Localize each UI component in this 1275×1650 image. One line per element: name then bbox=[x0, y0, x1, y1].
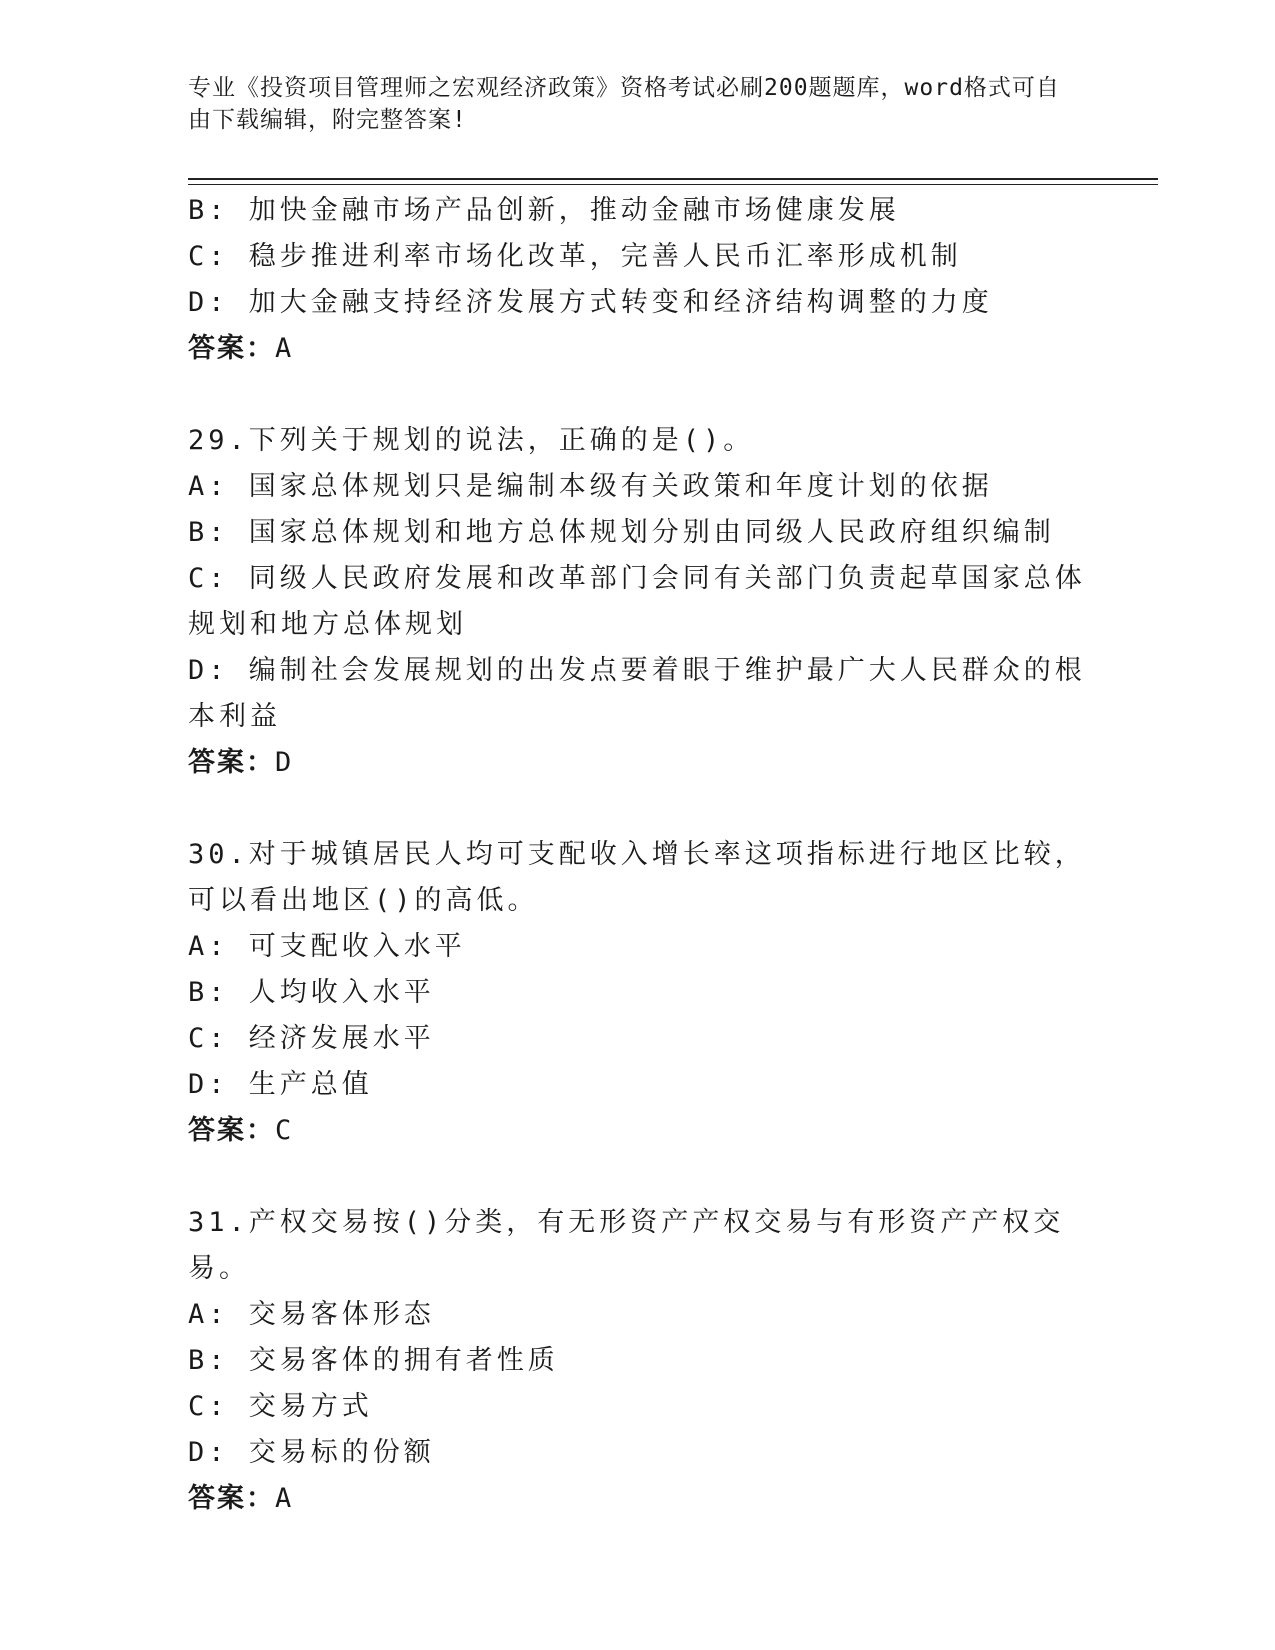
answer-value: D bbox=[275, 747, 294, 778]
page-header bbox=[188, 72, 1068, 136]
option-b: B: 加快金融市场产品创新，推动金融市场健康发展 bbox=[188, 195, 900, 226]
option-b: B: 国家总体规划和地方总体规划分别由同级人民政府组织编制 bbox=[188, 517, 1055, 548]
question-29 bbox=[188, 418, 1088, 786]
question-28-continued bbox=[188, 188, 1088, 372]
option-c: C: 同级人民政府发展和改革部门会同有关部门负责起草国家总体规划和地方总体规划 bbox=[188, 563, 1086, 640]
answer-label: 答案： bbox=[188, 747, 275, 778]
option-d: D: 加大金融支持经济发展方式转变和经济结构调整的力度 bbox=[188, 287, 993, 318]
answer-line bbox=[188, 326, 1088, 372]
answer-value: A bbox=[275, 1483, 294, 1514]
option-c: C: 交易方式 bbox=[188, 1391, 373, 1422]
option-a: A: 交易客体形态 bbox=[188, 1299, 435, 1330]
answer-label: 答案： bbox=[188, 333, 275, 364]
option-b: B: 交易客体的拥有者性质 bbox=[188, 1345, 559, 1376]
question-30 bbox=[188, 832, 1088, 1154]
option-d: D: 生产总值 bbox=[188, 1069, 373, 1100]
header-text: 专业《投资项目管理师之宏观经济政策》资格考试必刷200题题库，word格式可自由下载编辑，附完整答案! bbox=[188, 75, 1060, 133]
question-stem: 30.对于城镇居民人均可支配收入增长率这项指标进行地区比较，可以看出地区()的高低。 bbox=[188, 839, 1086, 916]
question-stem: 31.产权交易按()分类，有无形资产产权交易与有形资产产权交易。 bbox=[188, 1207, 1065, 1284]
answer-label: 答案： bbox=[188, 1483, 275, 1514]
option-c: C: 稳步推进利率市场化改革，完善人民币汇率形成机制 bbox=[188, 241, 962, 272]
option-b: B: 人均收入水平 bbox=[188, 977, 435, 1008]
option-c: C: 经济发展水平 bbox=[188, 1023, 435, 1054]
question-31 bbox=[188, 1200, 1088, 1522]
answer-line bbox=[188, 740, 1088, 786]
option-d: D: 交易标的份额 bbox=[188, 1437, 435, 1468]
answer-line bbox=[188, 1476, 1088, 1522]
header-divider-thin bbox=[188, 184, 1158, 185]
answer-line bbox=[188, 1108, 1088, 1154]
option-d: D: 编制社会发展规划的出发点要着眼于维护最广大人民群众的根本利益 bbox=[188, 655, 1086, 732]
answer-value: A bbox=[275, 333, 294, 364]
option-a: A: 可支配收入水平 bbox=[188, 931, 466, 962]
header-divider-thick bbox=[188, 178, 1158, 180]
question-stem: 29.下列关于规划的说法，正确的是()。 bbox=[188, 425, 755, 456]
option-a: A: 国家总体规划只是编制本级有关政策和年度计划的依据 bbox=[188, 471, 993, 502]
answer-value: C bbox=[275, 1115, 294, 1146]
answer-label: 答案： bbox=[188, 1115, 275, 1146]
question-list bbox=[188, 188, 1088, 1568]
